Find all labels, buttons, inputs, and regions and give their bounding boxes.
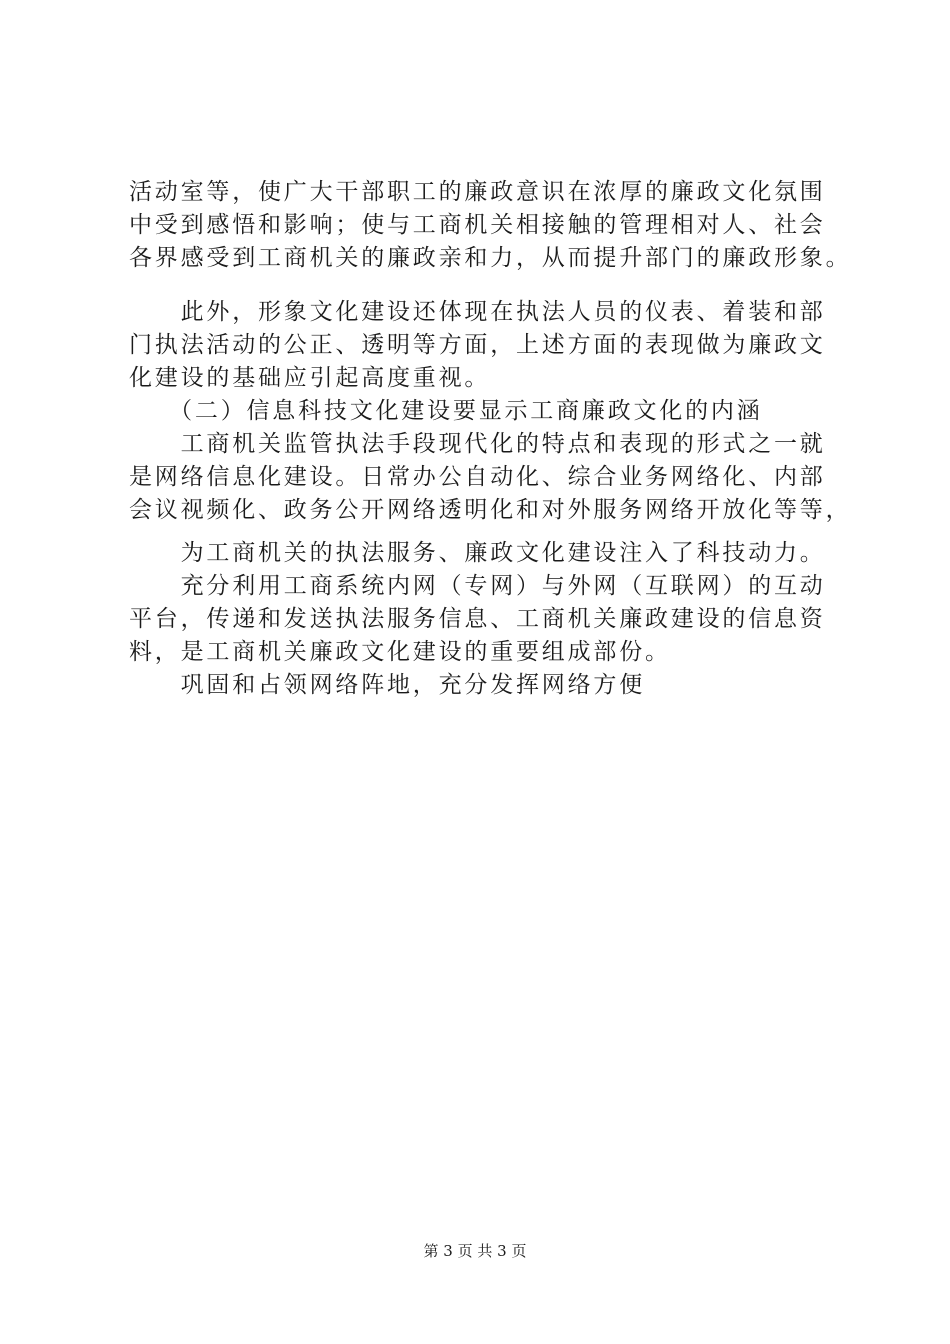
- text-line: 活动室等，使广大干部职工的廉政意识在浓厚的廉政文化氛围: [129, 179, 826, 205]
- page-footer: [0, 1240, 950, 1261]
- text-line: 各界感受到工商机关的廉政亲和力，从而提升部门的廉政形象。: [129, 245, 852, 271]
- text-line: 中受到感悟和影响；使与工商机关相接触的管理相对人、社会: [129, 212, 826, 238]
- text-line: 平台，传递和发送执法服务信息、工商机关廉政建设的信息资: [129, 606, 826, 632]
- paragraph-1: [129, 176, 852, 275]
- text-line: 是网络信息化建设。日常办公自动化、综合业务网络化、内部: [129, 464, 826, 490]
- text-line: 料，是工商机关廉政文化建设的重要组成部份。: [129, 639, 671, 665]
- text-line: 门执法活动的公正、透明等方面，上述方面的表现做为廉政文: [129, 332, 826, 358]
- text-line: 此外，形象文化建设还体现在执法人员的仪表、着装和部: [129, 299, 826, 325]
- text-line: 化建设的基础应引起高度重视。: [129, 365, 491, 391]
- paragraph-3: [129, 537, 849, 702]
- text-line: 工商机关监管执法手段现代化的特点和表现的形式之一就: [129, 431, 826, 457]
- text-line: 为工商机关的执法服务、廉政文化建设注入了科技动力。: [129, 540, 826, 566]
- text-line: 巩固和占领网络阵地，充分发挥网络方便: [129, 672, 645, 698]
- page-number: 第 3 页 共 3 页: [423, 1242, 527, 1260]
- text-line: 会议视频化、政务公开网络透明化和对外服务网络开放化等等，: [129, 497, 852, 523]
- text-line: 充分利用工商系统内网（专网）与外网（互联网）的互动: [129, 573, 826, 599]
- section-heading: （二）信息科技文化建设要显示工商廉政文化的内涵: [129, 398, 763, 424]
- paragraph-2: [129, 296, 852, 527]
